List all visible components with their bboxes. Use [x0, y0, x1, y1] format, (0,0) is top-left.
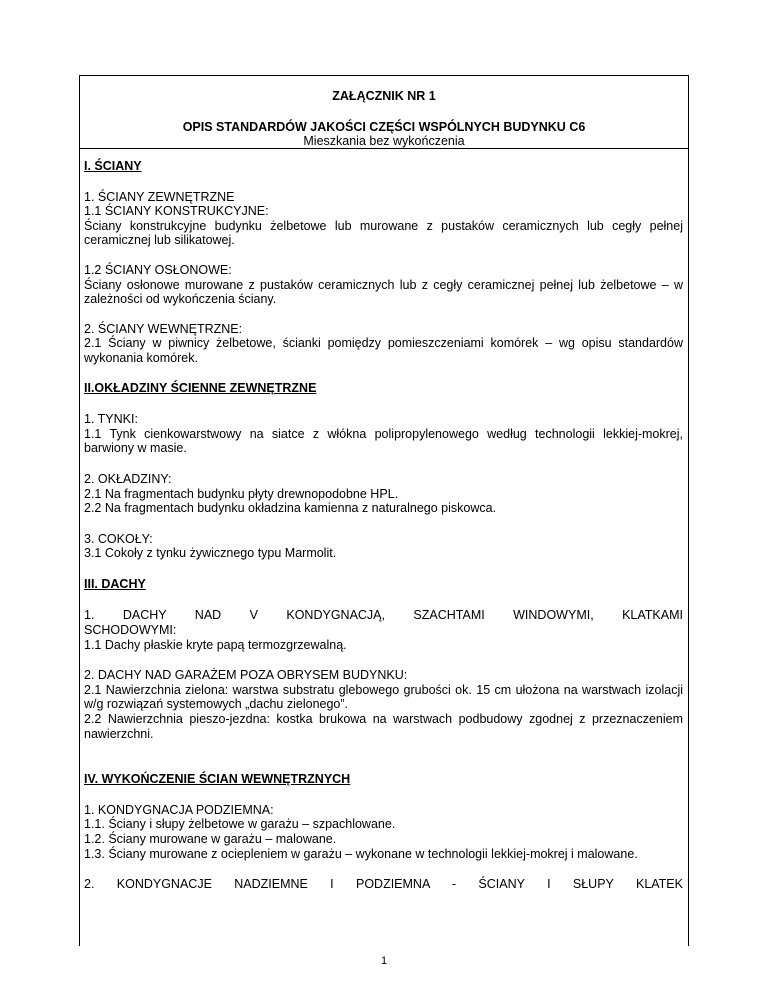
document-header	[80, 76, 688, 149]
paragraph-line: 1.1 ŚCIANY KONSTRUKCYJNE:	[84, 204, 269, 219]
paragraph-line: 2. OKŁADZINY:	[84, 471, 172, 486]
paragraph-line: 1.3. Ściany murowane z ociepleniem w garażu – wykonane w technologii lekkiej-mokrej i malowane.	[84, 846, 638, 861]
document-frame	[79, 75, 689, 946]
paragraph-line: 1. KONDYGNACJA PODZIEMNA:	[84, 802, 274, 817]
document-body	[84, 150, 683, 892]
paragraph-line: 1. ŚCIANY ZEWNĘTRZNE	[84, 189, 235, 204]
section-heading-walls: I. ŚCIANY	[84, 159, 142, 173]
standards-title: OPIS STANDARDÓW JAKOŚCI CZĘŚCI WSPÓLNYCH BUDYNKU C6	[182, 120, 586, 134]
page-number: 1	[380, 955, 388, 967]
paragraph-line: 1. TYNKI:	[84, 412, 138, 427]
paragraph-line: 1.2. Ściany murowane w garażu – malowane.	[84, 832, 337, 846]
paragraph-line: 1.1. Ściany i słupy żelbetowe w garażu – szpachlowane.	[84, 817, 396, 832]
paragraph-plinths	[84, 532, 683, 561]
paragraph-line: 1.1 Dachy płaskie kryte papą termozgrzewalną.	[84, 637, 347, 652]
paragraph-garage-roofs	[84, 668, 683, 741]
paragraph-line: 2. DACHY NAD GARAŻEM POZA OBRYSEM BUDYNKU:	[84, 668, 408, 683]
paragraph-above-ground	[84, 877, 683, 892]
paragraph-line: 3.1 Cokoły z tynku żywicznego typu Marmolit.	[84, 546, 337, 561]
paragraph-line: 2.2 Nawierzchnia pieszo-jezdna: kostka brukowa na warstwach podbudowy zgodnej z przeznaczeniem nawierzchni.	[84, 712, 683, 741]
paragraph-internal-walls	[84, 322, 683, 366]
section-heading-cladding: II.OKŁADZINY ŚCIENNE ZEWNĘTRZNE	[84, 380, 317, 395]
paragraph-roofs-above	[84, 608, 683, 652]
paragraph-claddings	[84, 472, 683, 516]
paragraph-line: 2. ŚCIANY WEWNĘTRZNE:	[84, 321, 243, 336]
paragraph-line: 2.1 Ściany w piwnicy żelbetowe, ścianki pomiędzy pomieszczeniami komórek – wg opisu standardów wykonania komórek.	[84, 336, 683, 365]
section-heading-roofs: III. DACHY	[84, 576, 146, 591]
paragraph-line: 2.1 Nawierzchnia zielona: warstwa substratu glebowego grubości ok. 15 cm ułożona na warstwach izolacji w/g rozwiązań systemowych „dachu zielonego”.	[84, 682, 683, 712]
standards-subtitle: Mieszkania bez wykończenia	[303, 134, 465, 148]
annex-title: ZAŁĄCZNIK NR 1	[332, 89, 436, 103]
section-heading-internal-finish: IV. WYKOŃCZENIE ŚCIAN WEWNĘTRZNYCH	[84, 772, 351, 787]
paragraph-line: 1. DACHY NAD V KONDYGNACJĄ, SZACHTAMI WINDOWYMI, KLATKAMI	[84, 608, 683, 623]
paragraph-line: Ściany osłonowe murowane z pustaków ceramicznych lub z cegły ceramicznej pełnej lub żelbetowe – w zależności od wykończenia ściany.	[84, 277, 683, 307]
paragraph-line: SCHODOWYMI:	[84, 623, 177, 638]
paragraph-line: 1.1 Tynk cienkowarstwowy na siatce z włókna polipropylenowego według technologii lekkiej-mokrej, barwiony w masie.	[84, 426, 683, 456]
paragraph-curtain-walls	[84, 263, 683, 307]
paragraph-line: 2.2 Na fragmentach budynku okładzina kamienna z naturalnego piskowca.	[84, 501, 497, 516]
paragraph-line: 2.1 Na fragmentach budynku płyty drewnopodobne HPL.	[84, 486, 399, 501]
paragraph-line: 2. KONDYGNACJE NADZIEMNE I PODZIEMNA - ŚCIANY I SŁUPY KLATEK	[84, 877, 683, 892]
paragraph-underground	[84, 803, 683, 861]
paragraph-line: 3. COKOŁY:	[84, 531, 153, 546]
paragraph-plasters	[84, 412, 683, 456]
paragraph-external-walls	[84, 190, 683, 248]
paragraph-line: 1.2 ŚCIANY OSŁONOWE:	[84, 262, 232, 277]
paragraph-line: Ściany konstrukcyjne budynku żelbetowe lub murowane z pustaków ceramicznych lub cegły pełnej ceramicznej lub silikatowej.	[84, 218, 683, 248]
